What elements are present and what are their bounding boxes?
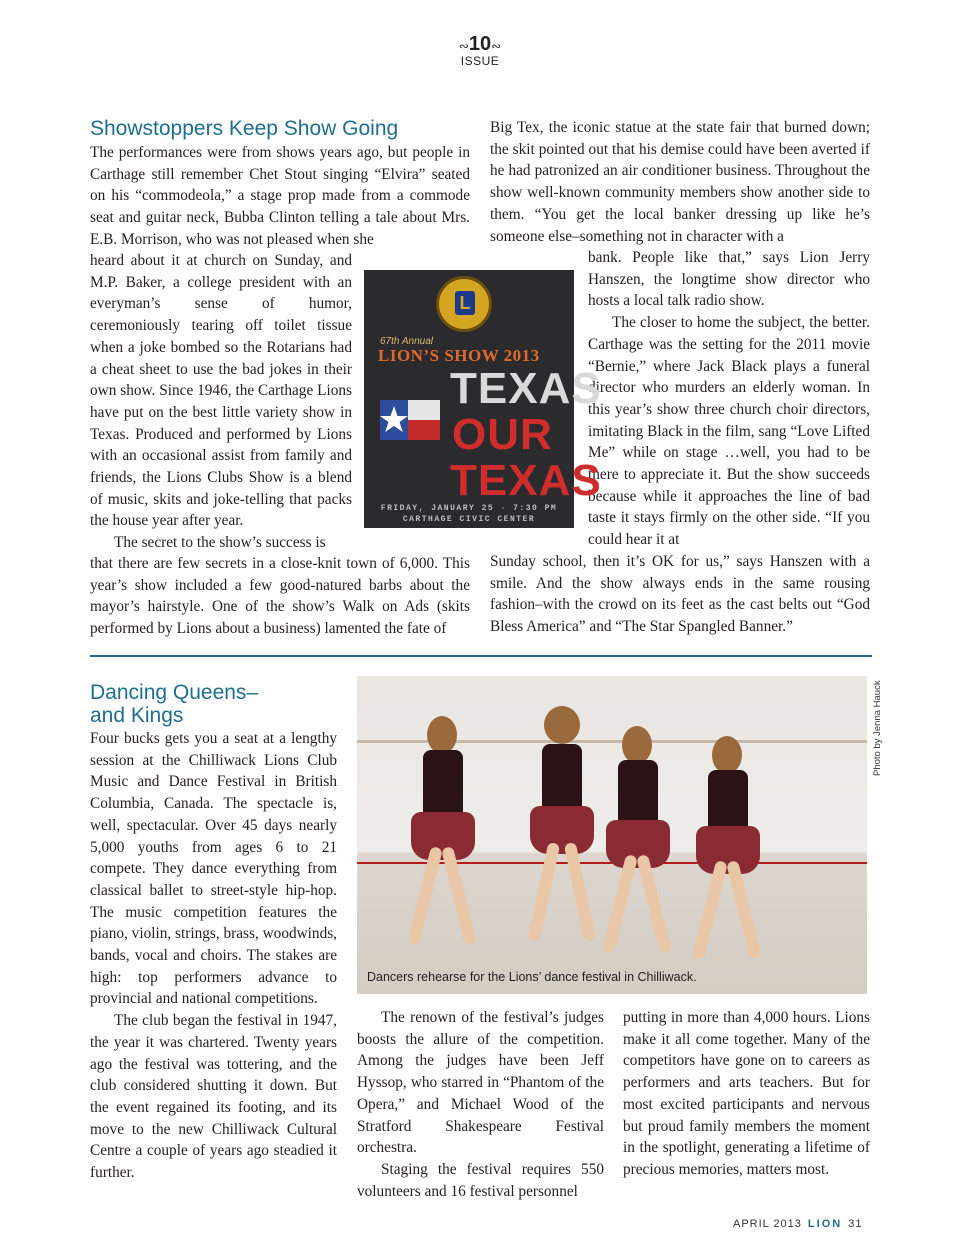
article2-col3	[623, 1007, 870, 1181]
poster-show-title: LION’S SHOW 2013	[378, 346, 540, 365]
article2-paragraph: The renown of the festival’s judges boosts the allure of the competition. Among the judges have been Jeff Hyssop, who starred in “Phantom of the Opera,” and Michael Wood of the Stratford Shakespeare Festival orchestra.	[357, 1009, 604, 1157]
article1-paragraph: heard about it at church on Sunday, and M.P. Baker, a college president with an everyman’s sense of humor, ceremoniously tearing off toilet tissue when a joke bombed so the Rotarians had a cheat sheet to use the bad jokes in their own show. Since 1946, the Carthage Lions have put on the best little variety show in Texas. Produced and performed by Lions with an occasional assist from family and friends, the Lions Clubs Show is a blend of music, skits and joke-telling that packs the house year after year.	[90, 252, 352, 530]
article-title-dancing-queens	[90, 681, 350, 727]
lions-show-poster	[364, 270, 602, 528]
article2-paragraph: Staging the festival requires 550 volunteers and 16 festival personnel	[357, 1160, 604, 1200]
folio-page-number: 31	[848, 1218, 863, 1230]
article1-paragraph: bank. People like that,” says Lion Jerry Hanszen, the longtime show director who hosts a local talk radio show.	[588, 249, 870, 310]
article2-paragraph: putting in more than 4,000 hours. Lions make it all come together. Many of the competitors have gone on to careers as performers and arts teachers. But for most excited participants and nervous but proud family members the moment in the spotlight, generating a lifetime of precious memories, matters most.	[623, 1009, 870, 1178]
article1-paragraph: that there are few secrets in a close-knit town of 6,000. This year’s show included a few good-natured barbs about the mayor’s hairstyle. One of the show’s Walk on Ads (skits performed by Lions about a business) lamented the fate of	[90, 555, 470, 638]
flourish-right-icon: ∾	[491, 38, 502, 53]
issue-number: 10	[468, 33, 492, 55]
article2-paragraph: Four bucks gets you a seat at a lengthy session at the Chilliwack Lions Club Music and Dance Festival in British Columbia, Canada. The spectacle is, well, spectacular. Over 45 days nearly 5,000 youths from ages 6 to 21 compete. They dance everything from classical ballet to street-style hip-hop. The music competition features the piano, violin, strings, brass, woodwinds, bands, vocal and choirs. The stakes are high: top performers advance to provincial and national competitions.	[90, 730, 337, 1008]
poster-venue: CARTHAGE CIVIC CENTER	[402, 515, 536, 524]
flourish-left-icon: ∾	[458, 38, 469, 53]
article1-col2-right	[588, 247, 870, 551]
poster-line-our: OUR	[452, 410, 553, 459]
photo-credit: Photo by Jenna Hauck	[872, 680, 883, 776]
poster-annual: 67th Annual	[380, 336, 434, 347]
article1-col2-bottom	[490, 551, 870, 638]
section-divider	[90, 655, 872, 657]
article2-col1	[90, 728, 337, 1184]
article-title-showstoppers: Showstoppers Keep Show Going	[90, 117, 399, 140]
poster-line-texas-2: TEXAS	[450, 456, 602, 505]
article1-paragraph: The secret to the show’s success is	[114, 534, 326, 552]
article1-col1-bottom	[90, 553, 470, 640]
folio-brand: LION	[807, 1218, 843, 1230]
title-line: and Kings	[90, 704, 184, 727]
title-line: Dancing Queens–	[90, 681, 259, 704]
article1-col2-top	[490, 117, 870, 247]
dancers-photo	[357, 676, 867, 994]
texas-flag-star-icon	[374, 390, 444, 450]
article1-paragraph: Sunday school, then it’s OK for us,” says Hanszen with a smile. And the show always ends in the same rousing fashion–with the crowd on its feet as the cast belts out “God Bless America” and “The Star Spangled Banner.”	[490, 553, 870, 636]
issue-label: ISSUE	[460, 54, 500, 68]
page-folio	[733, 1218, 862, 1230]
article1-paragraph: Big Tex, the iconic statue at the state fair that burned down; the skit pointed out that his demise could have been averted if he had patronized an air conditioner business. Throughout the show well-known community members show another side to them. “You get the local banker dressing up like he’s someone else–something not in character with a	[490, 119, 870, 245]
lions-emblem-icon	[436, 276, 492, 332]
poster-line-texas: TEXAS	[450, 364, 602, 413]
article1-paragraph: The performances were from shows years ago, but people in Carthage still remember Chet Stout singing “Elvira” seated on his “commodeola,” a stage prop made from a commode seat and guitar neck, Bubba Clinton telling a tale about Mrs. E.B. Morrison, who was not pleased when she	[90, 144, 470, 248]
article1-col1-left	[90, 250, 352, 554]
photo-caption: Dancers rehearse for the Lions’ dance festival in Chilliwack.	[367, 970, 697, 984]
article1-col1-top	[90, 142, 470, 251]
issue-mark	[440, 34, 520, 68]
article2-col2	[357, 1007, 604, 1202]
folio-month: APRIL 2013	[733, 1218, 802, 1230]
poster-date: FRIDAY, JANUARY 25 · 7:30 PM	[380, 504, 558, 513]
article1-paragraph: The closer to home the subject, the better. Carthage was the setting for the 2011 movie “Bernie,” where Jack Black plays a funeral director who murders an elderly woman. In this year’s show three church choir directors, imitating Black in the film, sang “Love Lifted Me” while on stage …well, you had to be there to appreciate it. But the show succeeds because while it approaches the line of bad taste it stays firmly on the other side. “If you could hear it at	[588, 314, 870, 549]
article2-paragraph: The club began the festival in 1947, the year it was chartered. Twenty years ago the festival was tottering, and the club considered shutting it down. But the event regained its footing, and its move to the new Chilliwack Cultural Centre a couple of years ago steadied it further.	[90, 1012, 337, 1182]
